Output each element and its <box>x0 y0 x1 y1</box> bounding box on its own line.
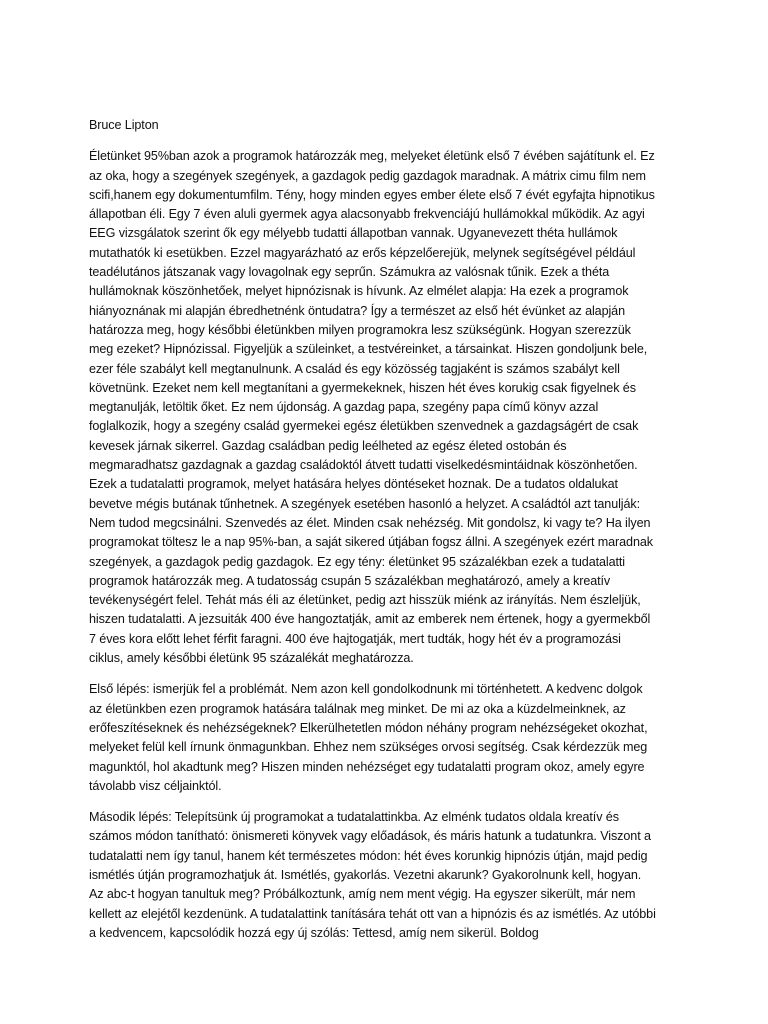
paragraph-1: Életünket 95%ban azok a programok határozzák meg, melyeket életünk első 7 évében sajátítunk el. Ez az oka, hogy a szegények szegények, a gazdagok pedig gazdagok maradnak. A mátrix cimu film nem scifi,hanem egy dokumentumfilm. Tény, hogy minden egyes ember élete első 7 évét egyfajta hipnotikus állapotban éli. Egy 7 éven aluli gyermek agya alacsonyabb frekvenciájú hullámokkal működik. Az agyi EEG vizsgálatok szerint ők egy mélyebb tudatti állapotban vannak. Ugyanevezett théta hullámok mutathatók ki esetükben. Ezzel magyarázható az erős képzelőerejük, melynek segítségével például teadélutános játszanak vagy lovagolnak egy seprűn. Számukra az valósnak tűnik. Ezek a théta hullámoknak köszönhetőek, melyet hipnózisnak is hívunk. Az elmélet alapja: Ha ezek a programok hiányoznának mi alapján ébredhetnénk öntudatra? Így a természet az első hét évünket az alapján határozza meg, hogy későbbi életünkben milyen programokra lesz szükségünk. Hogyan szerezzük meg ezeket? Hipnózissal. Figyeljük a szüleinket, a testvéreinket, a társainkat. Hiszen gondoljunk bele, ezer féle szabályt kell megtanulnunk. A család és egy közösség tagjaként is számos szabályt kell követnünk. Ezeket nem kell megtanítani a gyermekeknek, hiszen hét éves korukig csak figyelnek és megtanulják, letöltik őket. Ez nem újdonság. A gazdag papa, szegény papa című könyv azzal foglalkozik, hogy a szegény család gyermekei egész életükben szenvednek a gazdagságért de csak kevesek járnak sikerrel. Gazdag családban pedig leélheted az egész életed ostobán és megmaradhatsz gazdagnak a gazdag családoktól átvett tudatti viselkedésmintáidnak köszönhetően. Ezek a tudatalatti programok, melyet hatására helyes döntéseket hoznak. De a tudatos oldalukat bevetve mégis butának tűnhetnek. A szegények esetében hasonló a helyzet. A családtól azt tanulják: Nem tudod megcsinálni. Szenvedés az élet. Minden csak nehézség. Mit gondolsz, ki vagy te? Ha ilyen programokat töltesz le a nap 95%-ban, a saját sikered útjában fogsz állni. A szegények ezért maradnak szegények, a gazdagok pedig gazdagok. Ez egy tény: életünket 95 százalékban ezek a tudatalatti programok határozzák meg. A tudatosság csupán 5 százalékban meghatározó, amely a kreatív tevékenységért felel. Tehát más éli az életünket, pedig azt hisszük miénk az irányítás. Nem észleljük, hiszen tudatalatti. A jezsuiták 400 éve hangoztatják, amit az emberek nem értenek, hogy a gyermekből 7 éves kora előtt lehet férfit faragni. 400 éve hajtogatják, mert tudták, hogy hét év a programozási ciklus, amely későbbi életünk 95 százalékát meghatározza. <box>89 149 655 666</box>
paragraph-3: Második lépés: Telepítsünk új programokat a tudatalattinkba. Az elménk tudatos oldala kreatív és számos módon tanítható: önismereti könyvek vagy előadások, és máris hatunk a tudatunkra. Viszont a tudatalatti nem így tanul, hanem két természetes módon: hét éves korunkig hipnózis útján, majd pedig ismétlés útján programozhatjuk át. Ismétlés, gyakorlás. Vezetni akarunk? Gyakorolnunk kell, hogyan. Az abc-t hogyan tanultuk meg? Próbálkoztunk, amíg nem ment végig. Ha egyszer sikerült, már nem kellett az elejétől kezdenünk. A tudatalattink tanítására tehát ott van a hipnózis és az ismétlés. Az utóbbi a kedvencem, kapcsolódik hozzá egy új szólás: Tettesd, amíg nem sikerül. Boldog <box>89 810 656 940</box>
author-heading: Bruce Lipton <box>89 118 159 132</box>
paragraph-2: Első lépés: ismerjük fel a problémát. Nem azon kell gondolkodnunk mi történhetett. A kedvenc dolgok az életünkben ezen programok hatására találnak meg minket. De mi az oka a küzdelmeinknek, az erőfeszítéseknek és nehézségeknek? Elkerülhetetlen módon néhány program nehézségeket okozhat, melyeket felül kell írnunk önmagunkban. Ehhez nem szükséges orvosi segítség. Csak kérdezzük meg magunktól, hol akadtunk meg? Hiszen minden nehézséget egy tudatalatti program okoz, amely egyre távolabb visz céljainktól. <box>89 682 648 793</box>
document-body <box>89 116 657 955</box>
